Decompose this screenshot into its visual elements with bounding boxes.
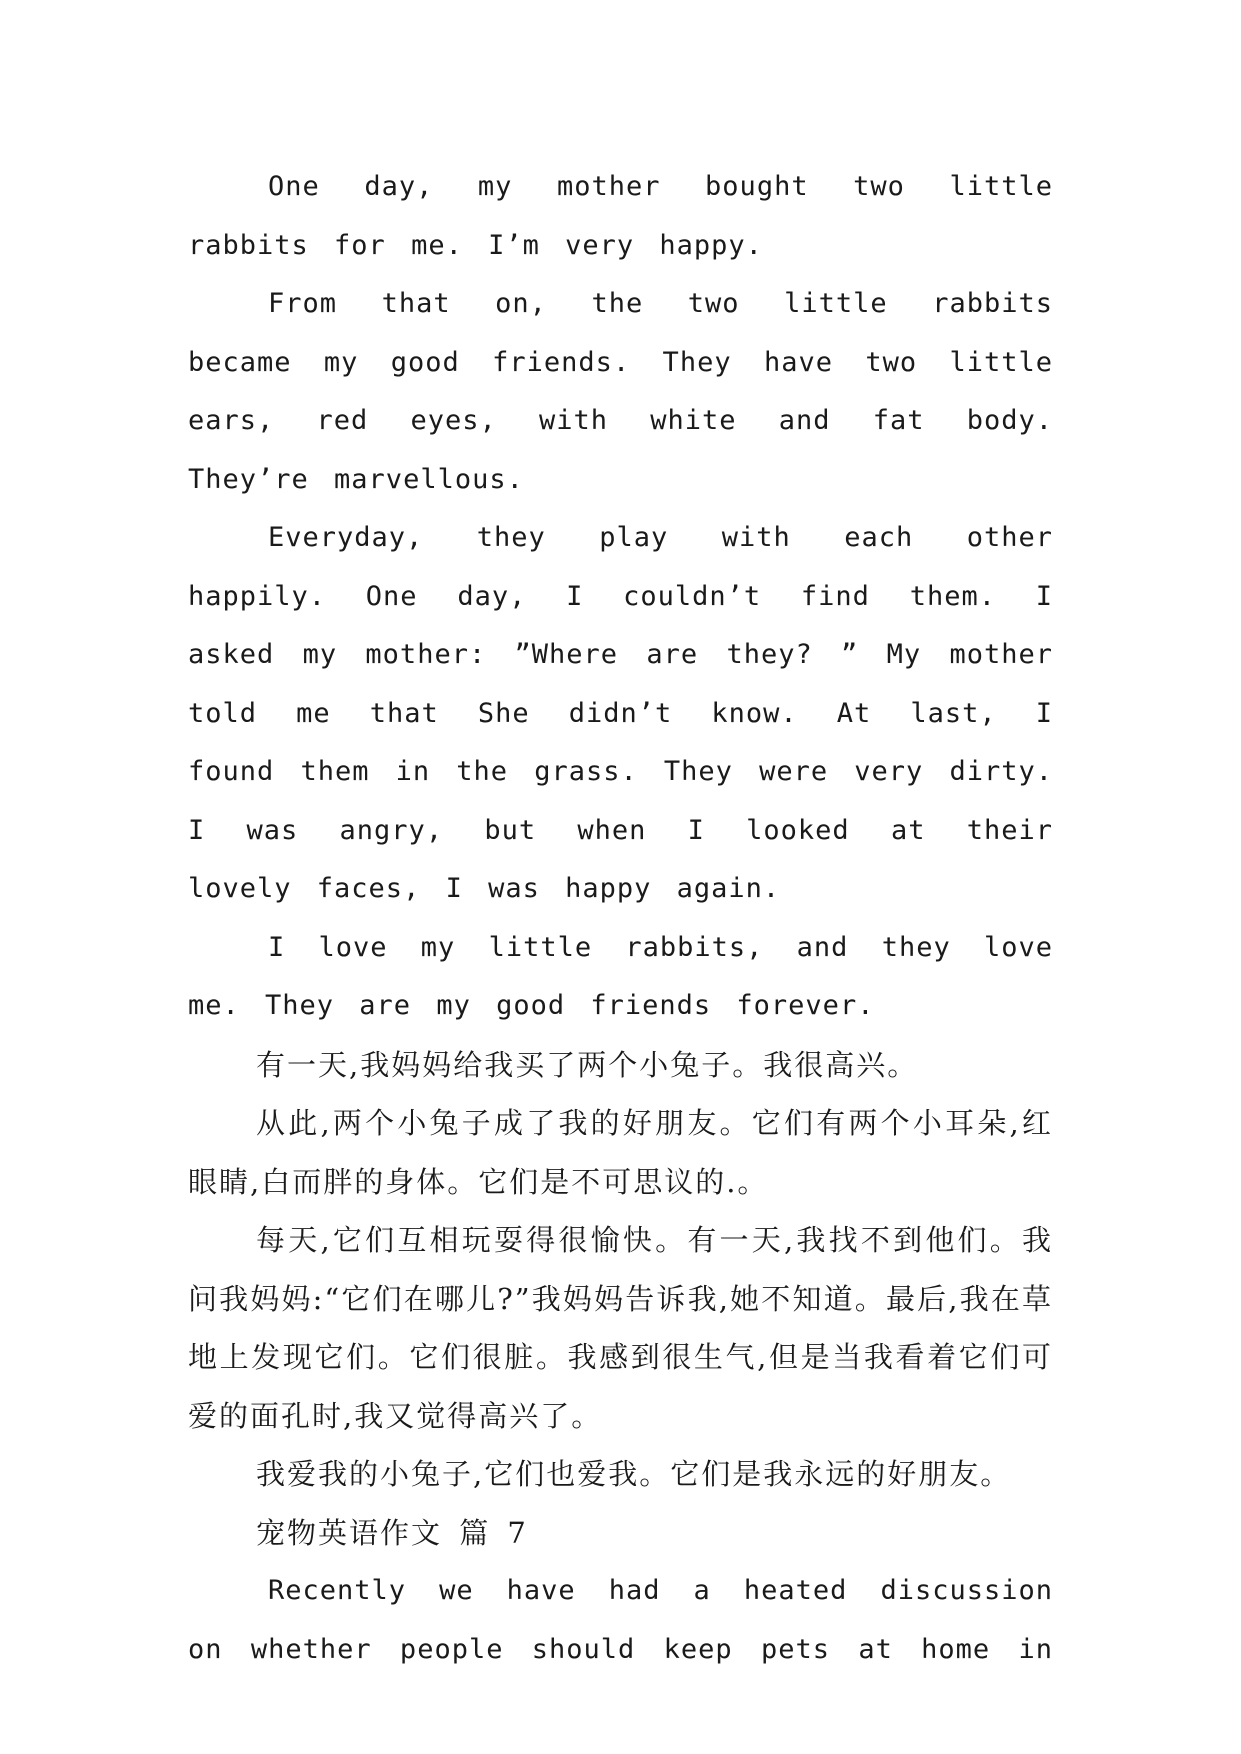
document-body bbox=[188, 158, 1053, 1679]
paragraph-en-pets-discussion: Recently we have had a heated discussion on whether people should keep pets at home in bbox=[188, 1575, 1053, 1665]
paragraph-en-good-friends: From that on, the two little rabbits became my good friends. They have two little ears, red eyes, with white and fat body. They’re marvellous. bbox=[188, 288, 1053, 495]
paragraph-zh-good-friends: 从此,两个小兔子成了我的好朋友。它们有两个小耳朵,红眼睛,白而胖的身体。它们是不可思议的.。 bbox=[188, 1106, 1053, 1199]
paragraph-en-love-rabbits: I love my little rabbits, and they love me. They are my good friends forever. bbox=[188, 931, 1053, 1021]
paragraph-zh-rabbits-gift: 有一天,我妈妈给我买了两个小兔子。我很高兴。 bbox=[256, 1047, 919, 1082]
section-heading: 宠物英语作文 篇 7 bbox=[256, 1515, 528, 1550]
paragraph-en-lost-rabbits: Everyday, they play with each other happily. One day, I couldn’t find them. I asked my mother: ”Where are they? ” My mother told me that She didn’t know. At last, I found them in the grass. They were very dirty. I was angry, but when I looked at their lovely faces, I was happy again. bbox=[188, 522, 1053, 904]
paragraph-zh-lost-rabbits: 每天,它们互相玩耍得很愉快。有一天,我找不到他们。我问我妈妈:“它们在哪儿?”我妈妈告诉我,她不知道。最后,我在草地上发现它们。它们很脏。我感到很生气,但是当我看着它们可爱的面孔时,我又觉得高兴了。 bbox=[188, 1223, 1053, 1433]
paragraph-zh-love-rabbits: 我爱我的小兔子,它们也爱我。它们是我永远的好朋友。 bbox=[256, 1457, 1012, 1491]
paragraph-en-rabbits-gift: One day, my mother bought two little rabbits for me. I’m very happy. bbox=[188, 171, 1053, 261]
